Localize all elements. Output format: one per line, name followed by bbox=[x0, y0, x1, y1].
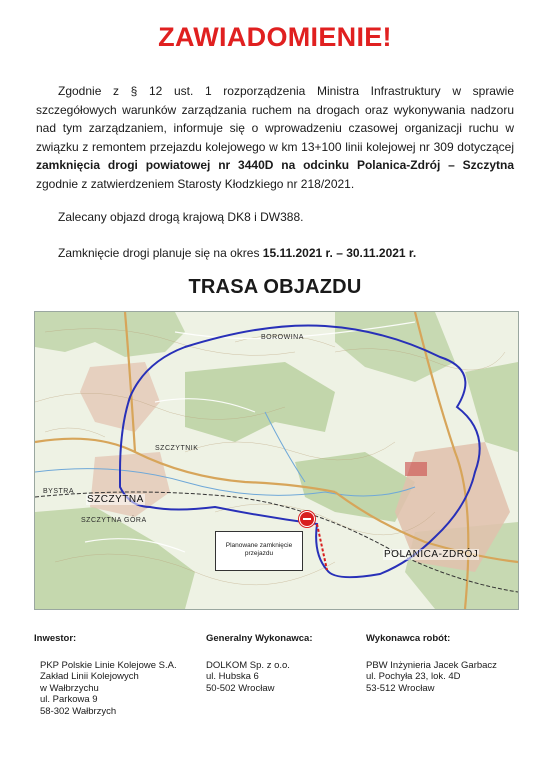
hatched-area bbox=[405, 462, 427, 476]
no-entry-icon bbox=[299, 511, 315, 527]
wykonawca-line: PBW Inżynieria Jacek Garbacz bbox=[366, 659, 497, 671]
detour-map bbox=[34, 311, 519, 610]
wykonawca-line: ul. Pochyła 23, lok. 4D bbox=[366, 671, 461, 682]
paragraph-text: Zgodnie z § 12 ust. 1 rozporządzenia Ministra Infrastruktury w sprawie szczegółowych warunków zarządzania ruchem na drogach oraz wykonywania nadzoru nad tym zarządzaniem, informuje się o wprowadzeniu czasowej organizacji ruchu w związku z remontem przejazdu kolejowego w km 13+100 linii kolejowej nr 309 dotyczącej bbox=[36, 84, 514, 154]
notice-title: ZAWIADOMIENIE! bbox=[158, 22, 392, 52]
map-label-szczytna-gora: SZCZYTNA GÓRA bbox=[81, 517, 147, 524]
notice-paragraph-main bbox=[36, 82, 514, 194]
road-closure-highlight: zamknięcia drogi powiatowej nr 3440D na odcinku Polanica-Zdrój – Szczytna bbox=[36, 158, 514, 173]
inwestor-line: 58-302 Wałbrzych bbox=[40, 705, 117, 717]
generalny-heading: Generalny Wykonawca: bbox=[206, 633, 313, 644]
footer-generalny-wykonawca bbox=[206, 633, 356, 694]
detour-recommendation: Zalecany objazd drogą krajową DK8 i DW388. bbox=[58, 210, 304, 224]
inwestor-line: ul. Parkowa 9 bbox=[40, 694, 98, 705]
closure-period-prefix: Zamknięcie drogi planuje się na okres bbox=[58, 246, 263, 260]
generalny-line: ul. Hubska 6 bbox=[206, 671, 259, 682]
section-title: TRASA OBJAZDU bbox=[188, 276, 362, 298]
inwestor-line: w Wałbrzychu bbox=[40, 682, 99, 694]
inwestor-line: PKP Polskie Linie Kolejowe S.A. bbox=[40, 659, 177, 671]
wykonawca-heading: Wykonawca robót: bbox=[366, 633, 451, 644]
wykonawca-line: 53-512 Wrocław bbox=[366, 682, 435, 694]
footer-wykonawca-robot bbox=[366, 633, 536, 694]
map-label-polanica: POLANICA-ZDRÓJ bbox=[384, 549, 479, 560]
closure-callout bbox=[215, 531, 303, 571]
generalny-line: 50-502 Wrocław bbox=[206, 682, 275, 694]
inwestor-line: Zakład Linii Kolejowych bbox=[40, 671, 139, 682]
map-label-borowina: BOROWINA bbox=[261, 334, 304, 341]
generalny-line: DOLKOM Sp. z o.o. bbox=[206, 659, 290, 671]
footer-inwestor bbox=[34, 633, 210, 717]
map-label-bystra: BYSTRA bbox=[43, 488, 75, 495]
callout-line-2: przejazdu bbox=[244, 550, 274, 557]
closure-period bbox=[36, 244, 514, 263]
map-label-szczytna: SZCZYTNA bbox=[87, 494, 144, 505]
map-label-szczytnik: SZCZYTNIK bbox=[155, 445, 199, 452]
callout-line-1: Planowane zamknięcie bbox=[225, 542, 293, 549]
closure-dates: 15.11.2021 r. – 30.11.2021 r. bbox=[262, 246, 417, 260]
inwestor-heading: Inwestor: bbox=[34, 633, 77, 644]
paragraph-text-end: zgodnie z zatwierdzeniem Starosty Kłodzkiego nr 218/2021. bbox=[36, 176, 355, 191]
